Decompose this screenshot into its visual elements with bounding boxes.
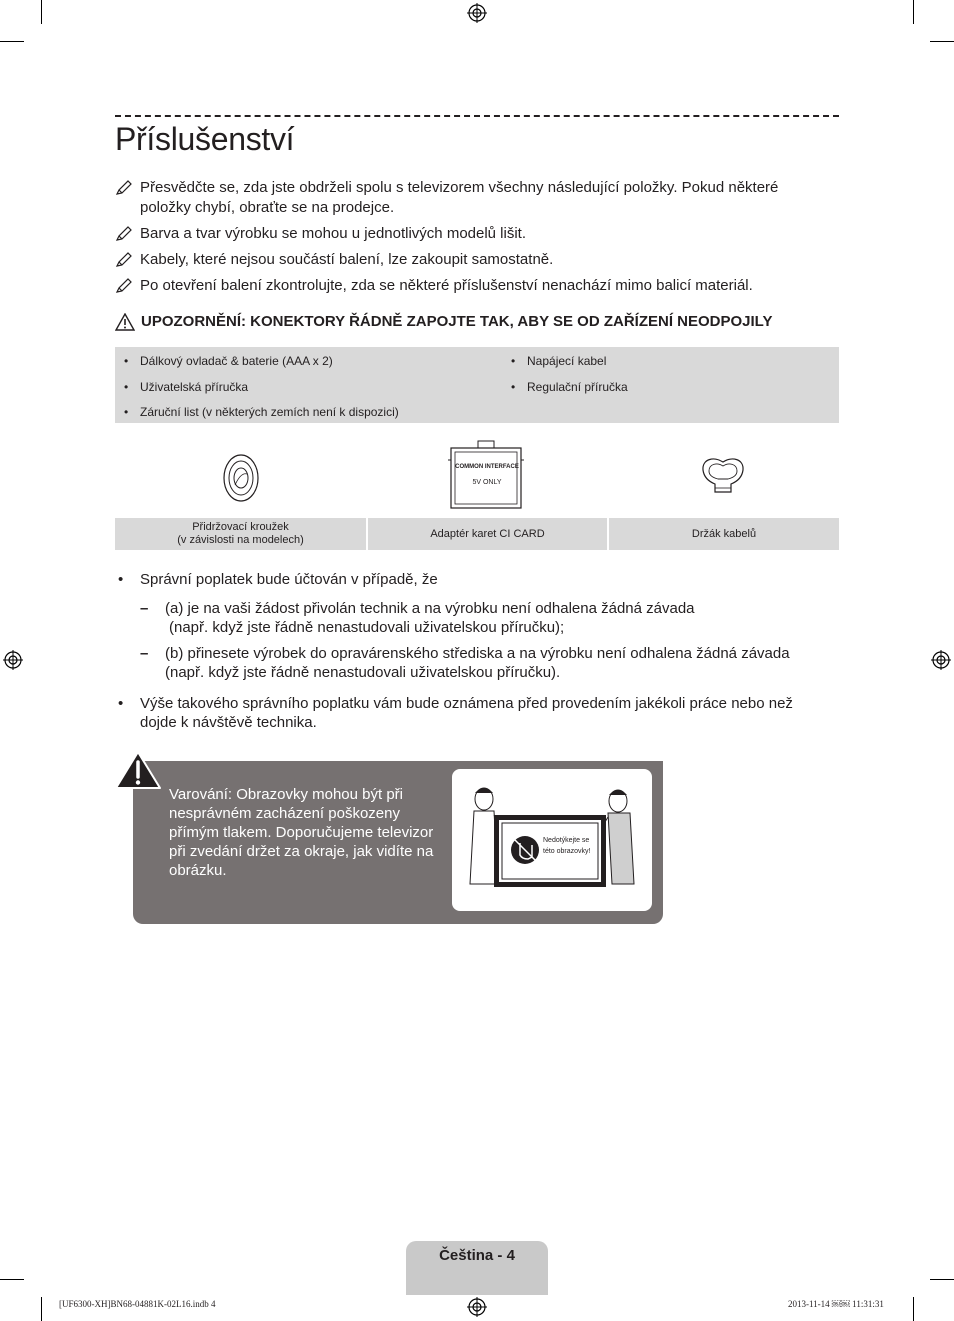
warning-triangle-icon — [114, 750, 162, 790]
crop-mark — [913, 1297, 914, 1321]
pencil-note-icon — [115, 277, 133, 295]
carry-tv-illustration — [452, 769, 652, 911]
list-item: • Regulační příručka — [511, 380, 628, 394]
ci-card-adapter-image — [448, 440, 524, 510]
page-title: Příslušenství — [115, 121, 295, 157]
caution-text: UPOZORNĚNÍ: KONEKTORY ŘÁDNĚ ZAPOJTE TAK, ABY SE OD ZAŘÍZENÍ NEODPOJILY — [141, 313, 773, 330]
tv-sign-line1: Nedotýkejte se — [543, 837, 590, 844]
registration-mark-icon — [467, 1297, 487, 1317]
accessory-caption-row — [115, 518, 839, 550]
list-item: • Napájecí kabel — [511, 354, 607, 368]
caption-cable-holder: Držák kabelů — [609, 518, 839, 550]
note-text: Po otevření balení zkontrolujte, zda se některé příslušenství nenachází mimo balicí materiál. — [140, 277, 753, 294]
crop-mark — [0, 1279, 24, 1280]
crop-mark — [930, 1279, 954, 1280]
registration-mark-icon — [931, 650, 951, 670]
pencil-note-icon — [115, 179, 133, 197]
caption-ci-card: Adaptér karet CI CARD — [368, 518, 607, 550]
crop-mark — [41, 1297, 42, 1321]
fee-case-a: – (a) je na vaši žádost přivolán technik a na výrobku není odhalena žádná závada (např. když jste řádně nenastudovali uživatelskou příručku); — [140, 600, 695, 636]
accessory-label: Napájecí kabel — [527, 354, 607, 368]
note-item — [115, 250, 815, 270]
imprint-left: [UF6300-XH]BN68-04881K-02L16.indb 4 — [59, 1299, 216, 1309]
cable-holder-image — [700, 456, 746, 496]
tv-sign-line2: této obrazovky! — [543, 848, 591, 855]
note-text: Přesvědčte se, zda jste obdrželi spolu s televizorem všechny následující položky. Pokud některé položky chybí, obraťte se na prodejce. — [140, 179, 779, 216]
warning-text: Varování: Obrazovky mohou být při nesprávném zacházení poškozeny přímým tlakem. Doporučujeme televizor při zvedání držet za okraje, jak vidíte na obrázku. — [169, 786, 434, 879]
fee-intro: • Správní poplatek bude účtován v případě, že — [118, 571, 438, 588]
list-item: • Záruční list (v některých zemích není k dispozici) — [124, 405, 399, 419]
note-item — [115, 224, 815, 244]
crop-mark — [41, 0, 42, 24]
crop-mark — [930, 41, 954, 42]
accessory-label: Záruční list (v některých zemích není k dispozici) — [140, 405, 399, 419]
accessory-label: Dálkový ovladač & baterie (AAA x 2) — [140, 354, 333, 368]
pencil-note-icon — [115, 225, 133, 243]
crop-mark — [0, 41, 24, 42]
accessory-label: Uživatelská příručka — [140, 380, 249, 394]
fee-case-b: – (b) přinesete výrobek do opravárenského střediska a na výrobku není odhalena žádná závada (např. když jste řádně nenastudovali uživatelskou příručku). — [140, 645, 790, 681]
ci-card-outline — [448, 440, 524, 510]
list-item: • Uživatelská příručka — [124, 380, 249, 394]
ci-card-label: COMMON INTERFACE — [455, 464, 519, 470]
caution-heading — [115, 312, 772, 332]
note-item — [115, 178, 815, 218]
warning-triangle-icon — [115, 313, 135, 331]
ci-card-voltage: 5V ONLY — [472, 479, 502, 486]
accessory-label: Regulační příručka — [527, 380, 628, 394]
fee-amount: • Výše takového správního poplatku vám bude oznámena před provedením jakékoli práce nebo než dojde k návštěvě technika. — [118, 695, 793, 731]
list-item: • Dálkový ovladač & baterie (AAA x 2) — [124, 354, 333, 368]
registration-mark-icon — [3, 650, 23, 670]
imprint-right: 2013-11-14 ￼￼ 11:31:31 — [788, 1299, 884, 1309]
crop-mark — [913, 0, 914, 24]
page-number: Čeština - 4 — [439, 1247, 515, 1264]
note-item — [115, 276, 815, 296]
section-rule — [115, 115, 839, 117]
holder-ring-image — [220, 452, 262, 504]
pencil-note-icon — [115, 251, 133, 269]
caption-holder-ring: Přidržovací kroužek (v závislosti na modelech) — [115, 518, 366, 550]
note-text: Kabely, které nejsou součástí balení, lze zakoupit samostatně. — [140, 251, 554, 268]
registration-mark-icon — [467, 3, 487, 23]
note-text: Barva a tvar výrobku se mohou u jednotlivých modelů lišit. — [140, 225, 527, 242]
